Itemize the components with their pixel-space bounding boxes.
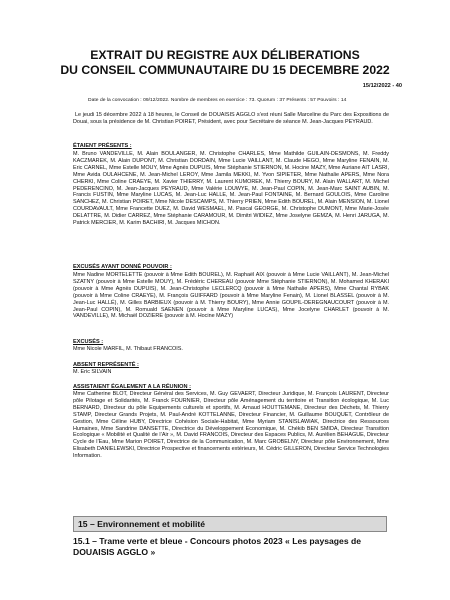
presents-list: M. Bruno VANDEVILLE, M. Alain BOULANGER, M. Christophe CHARLES, Mme Mathilde GUILAIN-DESMONS, M. Freddy KACZMAREK, M. Alain DUPONT, M. Christian DORDAIN, Mme Lucie VAILLANT, M. Claude HEGO, Mme Maryline FENAIN, M. Eric CARNEL, Mme Estelle MOUY, Mme Agnès DUPUIS, Mme Stéphanie STIERNON, M. Hocine MAZY, Mme Auriane AIT LASRI, Mme Avida OULAHCENE, M. Jean-Michel LEROY, Mme Jamila MEKKI, M. Yvon SIPIETER, Mme Nathalie APERS, Mme Nora CHERKI, Mme Coline CRAEYE, M. Xavier THIERRY, M. Laurent KUMOREK, M. Thierry BOURY, M. Alain WALLART, M. Michel PEDERENCINO, M. Jean-Jacques PEYRAUD, Mme Valérie LOUWYE, M. Jean-Paul COPIN, M. Jean-Marc SAINT AUBIN, M. Francis FUSTIN, Mme Maryline LUCAS, M. Jean-Luc HALLE, M. Jean-Paul FONTAINE, M. Bernard GOULOIS, Mme Caroline SANCHEZ, M. Christian POIRET, Mme Nicole DESCAMPS, M. Thierry PRIEN, Mme Edith BOUREL, M. Alain MENSION, M. Lionel COURDAVAULT, Mme Francette DUEZ, M. David WESMAEL, M. Pascal GEORGE, M. Christophe DUMONT, Mme Marie-Josée DELATTRE, M. Didier CARREZ, Mme Stéphanie CARAMOUR, M. Dimitri WIDIEZ, Mme Joselyne GEMZA, M. Henri JARUGA, M. Patrick MERCIER, M. Karim BACHIRI, M. Jacques MICHON. bbox=[73, 151, 389, 227]
assistent-list: Mme Catherine BLOT, Directeur Général des Services, M. Guy GEVAERT, Directeur Juridique, M. François LAURENT, Directeur pôle Pilotage et Solidarités, M. Franck FOURNIER, Directeur pôle Aménagement du territoire et Transition écologique, M. Luc BERNARD, Directeur du pôle Equipements culturels et sportifs, M. Arnaud HOUTTEMANE, Directeur des Déchets, M. Thierry STAMP, Directeur Grands Projets, M. Paul-André KOTTELANNE, Directeur Financier, M. Guillaume BOUQUET, Contrôleur de Gestion, Mme Céline HUBY, Directrice Cohésion Sociale-Habitat, Mme Myriam STANISLAWIAK, Directrice des Ressources Humaines, Mme Sandrine DANSETTE, Directrice du Développement Economique, M. Chékib BEN SMIDA, Directeur Transition Ecologique « Mobilité et Qualité de l’Air », M. David FRANCOIS, Directeur des Espaces Publics, M. Aurélien BEHAGUE, Directeur Cycle de l’Eau, Mme Marion POIRET, Directrice de la Communication, M. Marc GROBELNY, Directeur pôle Environnement, Mme Elisabeth DANIELEWSKI, Directrice Prospective et financements extérieurs, M. Cédric GILLERON, Directeur Service Technologies Information. bbox=[73, 391, 389, 460]
absent-heading: ABSENT REPRÉSENTÉ : bbox=[73, 362, 139, 368]
excuses-pouvoir-heading: EXCUSÉS AYANT DONNÉ POUVOIR : bbox=[73, 264, 172, 270]
document-title-line1: EXTRAIT DU REGISTRE AUX DÉLIBERATIONS bbox=[90, 48, 360, 62]
excuses-list: Mme Nicole MARFIL, M. Thibaut FRANCOIS. bbox=[73, 346, 183, 352]
deliberation-subtitle: 15.1 – Trame verte et bleue - Concours photos 2023 « Les paysages de DOUAISIS AGGLO » bbox=[73, 536, 362, 557]
document-title-line2: DU CONSEIL COMMUNAUTAIRE DU 15 DECEMBRE 2022 bbox=[60, 63, 390, 77]
excuses-pouvoir-list: Mme Nadine MORTELETTE (pouvoir à Mme Edith BOUREL), M. Raphaël AIX (pouvoir à Mme Lucie VAILLANT), M. Jean-Michel SZATNY (pouvoir à Mme Estelle MOUY), M. Frédéric CHEREAU (pouvoir Mme Stéphanie STIERNON), M. Mohamed KHERAKI (pouvoir à Mme Agnès DUPUIS), M. Jean-Christophe LECLERCQ (pouvoir à Mme Nathalie APERS), Mme Chantal RYBAK (pouvoir à Mme Coline CRAEYE), M. François GUIFFARD (pouvoir à Mme Maryline Fenain), M. Lionel BLASSEL (pouvoir à M. Jean-Luc HALLÉ), M. Gilles BARBIEUX (pouvoir à M. Thierry BOURY), Mme Annie GOUPIL-DEREGNAUCOURT (pouvoir à M. Jean-Paul COPIN), M. Romuald SAENEN (pouvoir à Mme Maryline LUCAS), Mme Jocelyne CHARLET (pouvoir à M. VANDEVILLE), M. Michaël DOZIERE (pouvoir à M. Hocine MAZY) bbox=[73, 272, 389, 320]
intro-paragraph: Le jeudi 15 décembre 2022 à 18 heures, le Conseil de DOUAISIS AGGLO s’est réuni Salle Marceline du Parc des Expositions de Douai, sous la présidence de M. Christian POIRET, Président, avec pour Secrétaire de séance M. Jean-Jacques PEYRAUD. bbox=[73, 112, 389, 125]
section-heading-bar bbox=[73, 516, 387, 532]
deliberation-reference: 15/12/2022 - 40 bbox=[362, 83, 402, 89]
presents-heading: ÉTAIENT PRÉSENTS : bbox=[73, 143, 132, 149]
excuses-heading: EXCUSÉS : bbox=[73, 339, 104, 345]
convocation-line: Date de la convocation : 09/12/2022. Nombre de membres en exercice : 73. Quorum : 37 Présents : 57 Pouvoirs : 14 bbox=[88, 98, 347, 103]
section-heading: 15 – Environnement et mobilité bbox=[78, 519, 206, 529]
assistent-heading: ASSISTAIENT ÉGALEMENT A LA RÉUNION : bbox=[73, 384, 191, 390]
absent-list: M. Eric SILVAIN bbox=[73, 369, 112, 375]
